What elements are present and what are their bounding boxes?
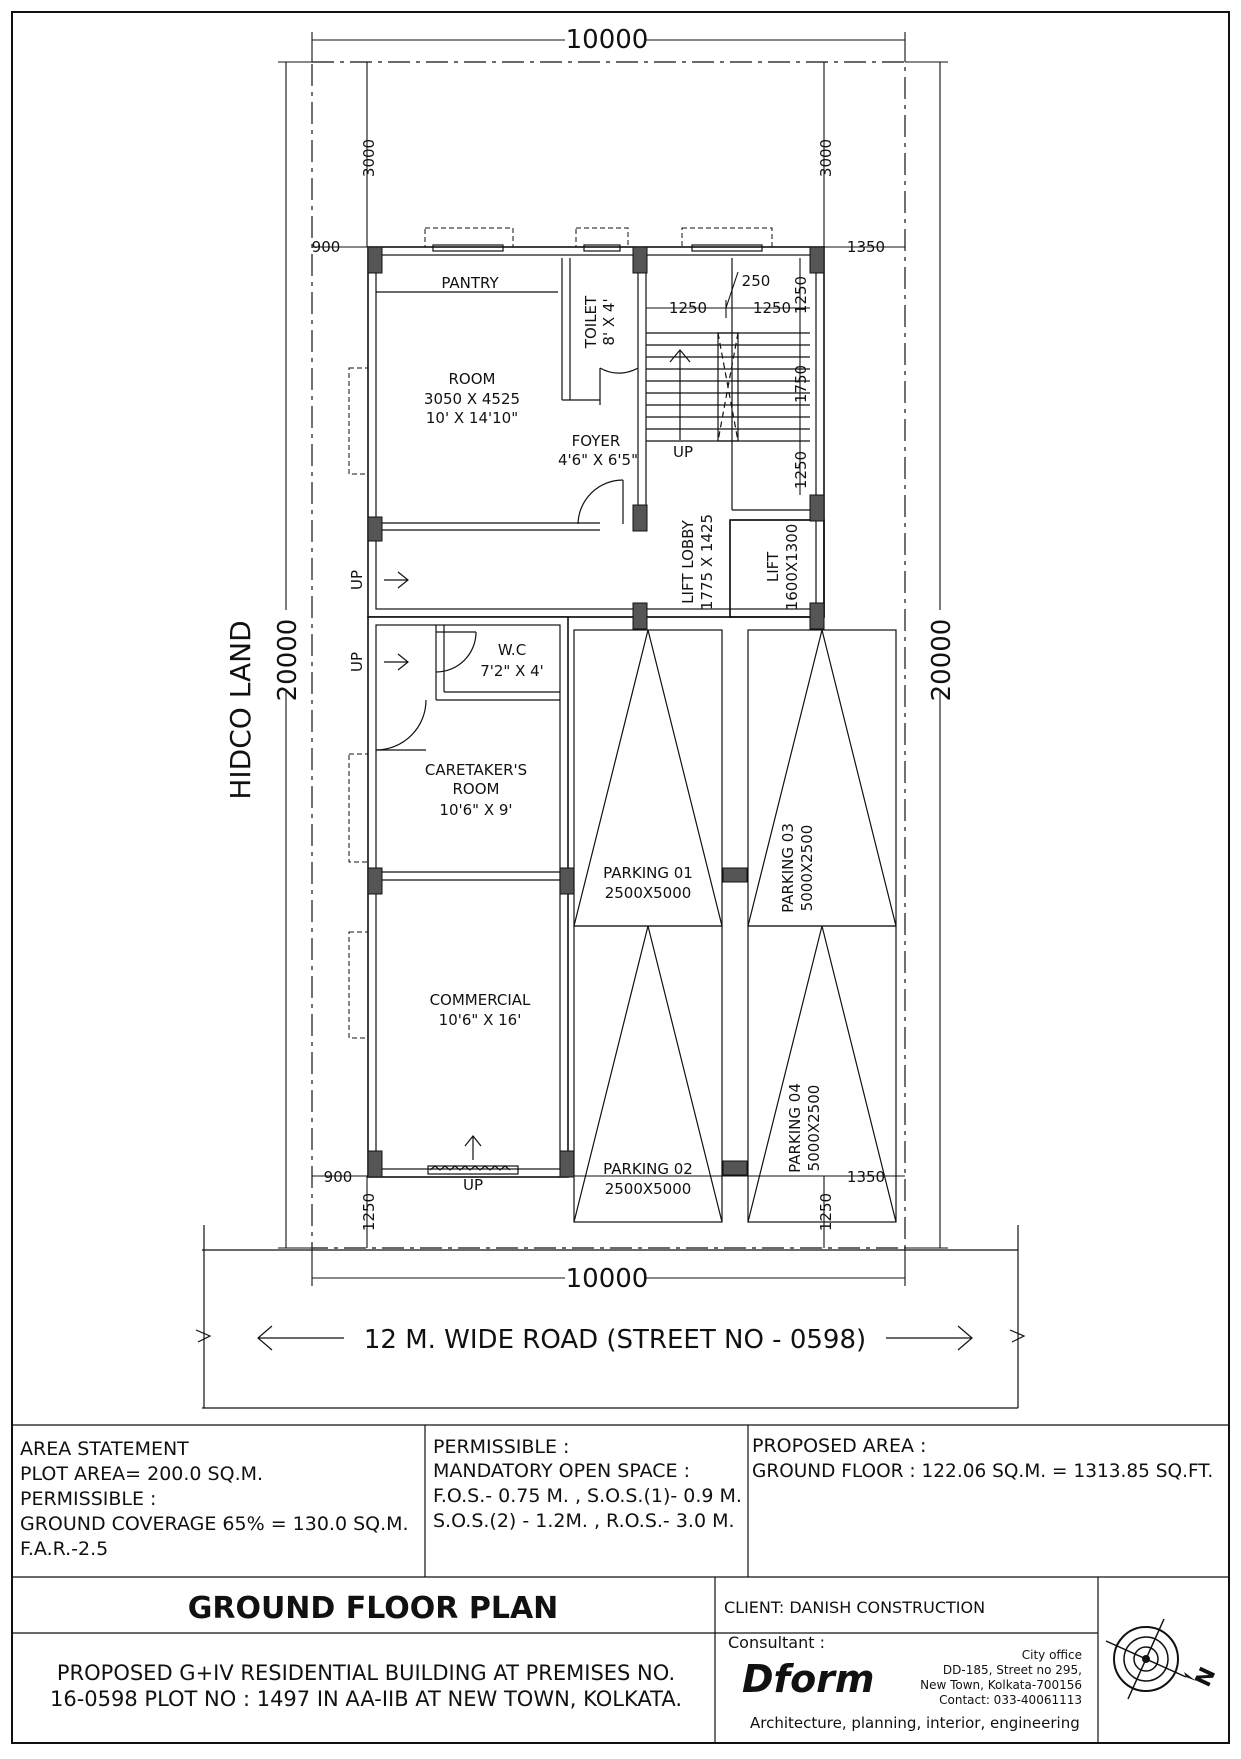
permissible-3: F.O.S.- 0.75 M. , S.O.S.(1)- 0.9 M. <box>433 1485 742 1507</box>
label-foyer: FOYER <box>571 432 621 450</box>
label-foyer-size: 4'6" X 6'5" <box>557 451 639 469</box>
stair-dim-2: 1250 <box>752 299 792 317</box>
label-entry-up-1: UP <box>348 569 366 591</box>
svg-text:1250: 1250 <box>792 275 810 315</box>
label-wc: W.C <box>497 641 527 659</box>
dim-right-text: 20000 <box>927 618 957 702</box>
office-line-1: City office <box>1021 1648 1082 1662</box>
dim-left-text: 20000 <box>273 618 303 702</box>
office-line-2: DD-185, Street no 295, <box>942 1663 1082 1677</box>
svg-text:1750: 1750 <box>792 364 810 404</box>
label-entry-up-2: UP <box>348 651 366 673</box>
area-statement-2: PLOT AREA= 200.0 SQ.M. <box>20 1463 264 1485</box>
svg-text:1250: 1250 <box>360 1192 378 1232</box>
parking-bays <box>574 630 896 1222</box>
client-name: CLIENT: DANISH CONSTRUCTION <box>724 1598 986 1617</box>
road-label: 12 M. WIDE ROAD (STREET NO - 0598) <box>363 1325 867 1355</box>
consultant-label: Consultant : <box>728 1633 825 1652</box>
project-description-1: PROPOSED G+IV RESIDENTIAL BUILDING AT PREMISES NO. <box>56 1661 676 1685</box>
office-line-3: New Town, Kolkata-700156 <box>920 1678 1082 1692</box>
svg-text:1350: 1350 <box>846 238 886 256</box>
stair-dim-1: 1250 <box>668 299 708 317</box>
neighbour-label: HIDCO LAND <box>224 620 257 800</box>
dim-top-text: 10000 <box>565 25 649 55</box>
label-parking02: PARKING 02 <box>603 1160 693 1178</box>
dim-bottom-text: 10000 <box>565 1264 649 1294</box>
label-parking01: PARKING 01 <box>603 864 693 882</box>
label-lift-lobby-size: 1775 X 1425 <box>698 513 716 611</box>
dim-right <box>905 62 957 1248</box>
label-toilet: TOILET <box>582 295 600 349</box>
north-arrow-icon <box>1106 1619 1196 1699</box>
building-walls <box>368 247 824 1177</box>
svg-text:1350: 1350 <box>846 1168 886 1186</box>
logo-text: Dform <box>742 1657 875 1701</box>
label-parking01-size: 2500X5000 <box>604 884 692 902</box>
label-caretaker-size: 10'6" X 9' <box>439 801 513 819</box>
label-parking04-size: 5000X2500 <box>805 1084 823 1172</box>
svg-text:3000: 3000 <box>817 138 835 178</box>
label-caretaker-2: ROOM <box>452 780 500 798</box>
project-description-2: 16-0598 PLOT NO : 1497 IN AA-IIB AT NEW TOWN, KOLKATA. <box>49 1687 683 1711</box>
label-parking03-size: 5000X2500 <box>798 824 816 912</box>
label-parking04: PARKING 04 <box>786 1083 804 1173</box>
consultant-logo <box>742 1657 875 1701</box>
label-lift: LIFT <box>764 551 782 583</box>
area-statement-5: F.A.R.-2.5 <box>20 1538 109 1560</box>
consultant-tagline: Architecture, planning, interior, engineering <box>750 1714 1080 1732</box>
label-parking03: PARKING 03 <box>779 823 797 913</box>
permissible-4: S.O.S.(2) - 1.2M. , R.O.S.- 3.0 M. <box>433 1510 735 1532</box>
label-parking02-size: 2500X5000 <box>604 1180 692 1198</box>
label-lift-size: 1600X1300 <box>783 523 801 611</box>
office-line-4: Contact: 033-40061113 <box>939 1693 1082 1707</box>
drawing-title: GROUND FLOOR PLAN <box>187 1591 559 1626</box>
label-room-size-mm: 3050 X 4525 <box>423 390 521 408</box>
label-toilet-size: 8' X 4' <box>600 298 618 346</box>
svg-text:900: 900 <box>311 238 341 256</box>
area-statement-1: AREA STATEMENT <box>20 1438 189 1460</box>
dim-bottom <box>312 1248 905 1294</box>
permissible-1: PERMISSIBLE : <box>433 1436 570 1458</box>
proposed-area-2: GROUND FLOOR : 122.06 SQ.M. = 1313.85 SQ.FT. <box>752 1461 1214 1482</box>
label-wc-size: 7'2" X 4' <box>480 662 544 680</box>
svg-text:3000: 3000 <box>360 138 378 178</box>
label-room-size-ft: 10' X 14'10" <box>425 409 519 427</box>
label-commercial-size: 10'6" X 16' <box>438 1011 522 1029</box>
north-label: N <box>1190 1663 1222 1691</box>
label-commercial-up: UP <box>462 1176 484 1194</box>
permissible-2: MANDATORY OPEN SPACE : <box>433 1460 690 1482</box>
dim-top <box>312 25 905 62</box>
label-stair-up: UP <box>672 443 694 461</box>
proposed-area-1: PROPOSED AREA : <box>752 1435 927 1457</box>
label-room: ROOM <box>448 370 496 388</box>
label-lift-lobby: LIFT LOBBY <box>679 520 697 604</box>
label-pantry: PANTRY <box>441 274 499 292</box>
stair-dim-gap: 250 <box>741 272 771 290</box>
label-caretaker: CARETAKER'S <box>424 761 528 779</box>
svg-text:1250: 1250 <box>817 1192 835 1232</box>
label-commercial: COMMERCIAL <box>429 991 531 1009</box>
road <box>196 1225 1024 1408</box>
area-statement-4: GROUND COVERAGE 65% = 130.0 SQ.M. <box>20 1513 409 1535</box>
svg-text:1250: 1250 <box>792 450 810 490</box>
area-statement-3: PERMISSIBLE : <box>20 1488 157 1510</box>
dim-left <box>273 62 312 1248</box>
svg-text:900: 900 <box>323 1168 353 1186</box>
